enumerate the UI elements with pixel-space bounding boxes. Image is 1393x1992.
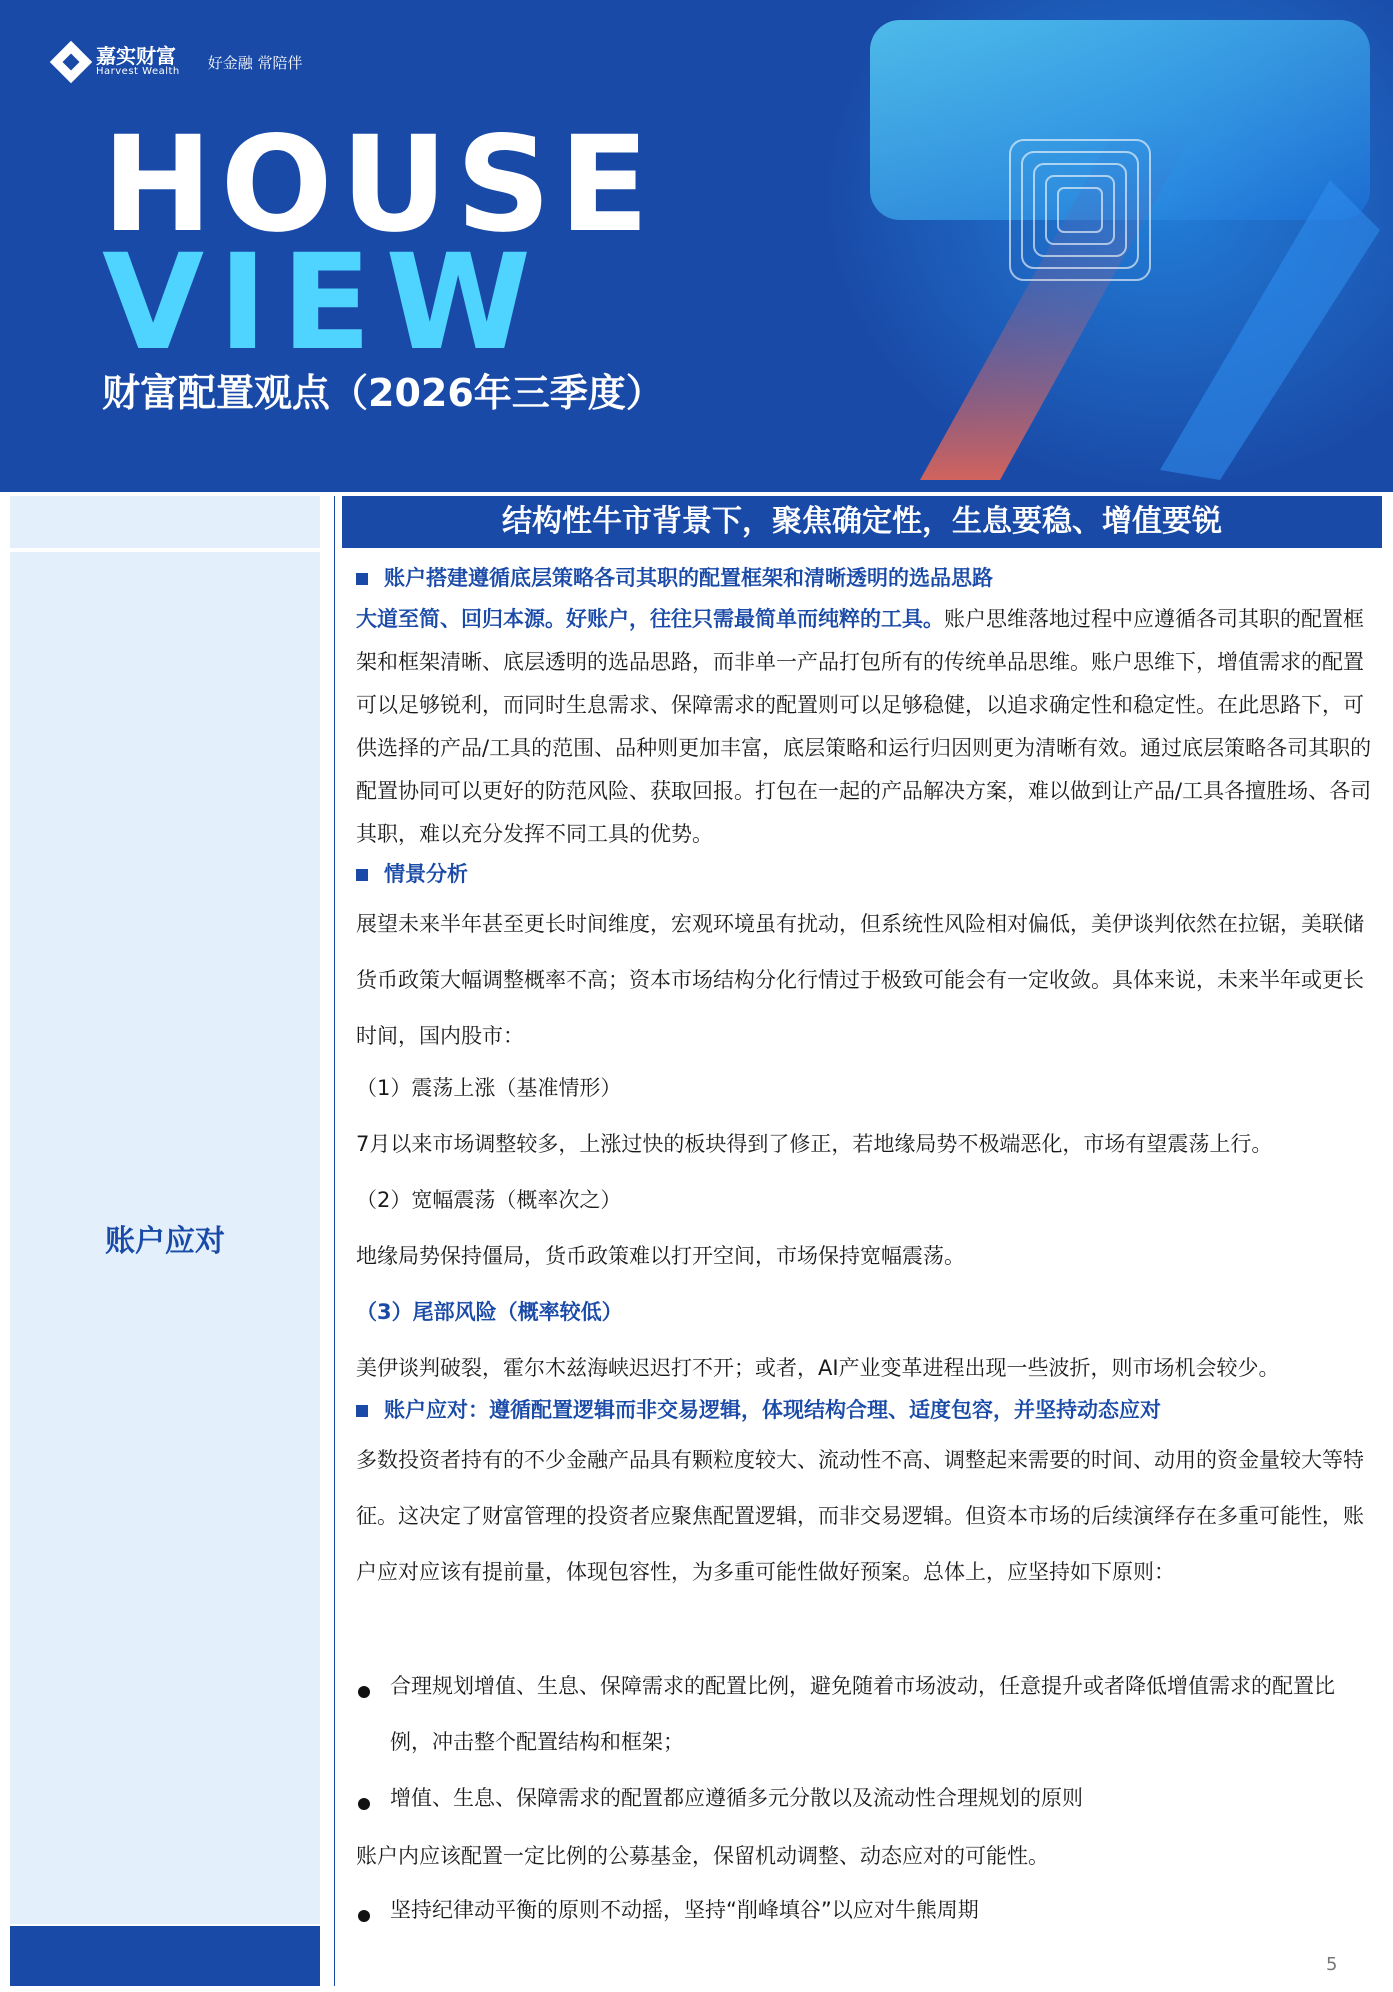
section-heading-2: 情景分析: [356, 858, 468, 888]
scenario-1-title: （1）震荡上涨（基准情形）: [356, 1076, 622, 1100]
section-heading-1: 账户搭建遵循底层策略各司其职的配置框架和清晰透明的选品思路: [356, 562, 993, 592]
left-panel-label: 账户应对: [105, 1224, 225, 1259]
bullet-dot-icon: [358, 1910, 370, 1922]
scenario-2-text: 地缘局势保持僵局，货币政策难以打开空间，市场保持宽幅震荡。: [356, 1244, 965, 1268]
logo-diamond-icon: [50, 41, 92, 83]
report-subtitle: 财富配置观点（2026年三季度）: [102, 371, 664, 415]
page-number: 5: [1326, 1954, 1338, 1975]
brand-slogan: 好金融 常陪伴: [207, 53, 303, 72]
left-panel-header: [10, 496, 320, 548]
bullet-dot-icon: [358, 1686, 370, 1698]
square-bullet-icon: [356, 573, 368, 585]
paragraph-lead: 大道至简、回归本源。好账户，往往只需最简单而纯粹的工具。: [356, 607, 944, 631]
paragraph-scenario-intro: 展望未来半年甚至更长时间维度，宏观环境虽有扰动，但系统性风险相对偏低，美伊谈判依然在拉锯，美联储货币政策大幅调整概率不高；资本市场结构分化行情过于极致可能会有一定收敛。具体来说，未来半年或更长时间，国内股市：: [356, 912, 1364, 1048]
bullet-dot-icon: [358, 1798, 370, 1810]
paragraph-framework: [356, 598, 1376, 856]
brand-logo[interactable]: [56, 46, 303, 78]
brand-name-en: Harvest Wealth: [96, 66, 180, 77]
left-panel-footer: [10, 1926, 320, 1986]
title-view: VIEW: [102, 226, 546, 380]
paragraph-account-response: 多数投资者持有的不少金融产品具有颗粒度较大、流动性不高、调整起来需要的时间、动用的资金量较大等特征。这决定了财富管理的投资者应聚焦配置逻辑，而非交易逻辑。但资本市场的后续演绎存在多重可能性，账户应对应该有提前量，体现包容性，为多重可能性做好预案。总体上，应坚持如下原则：: [356, 1448, 1364, 1584]
scenario-2-title: （2）宽幅震荡（概率次之）: [356, 1188, 622, 1212]
banner-graphic: [860, 0, 1393, 492]
header-banner: [0, 0, 1393, 492]
brand-name-cn: 嘉实财富: [96, 44, 176, 68]
section-heading-3: 账户应对：遵循配置逻辑而非交易逻辑，体现结构合理、适度包容，并坚持动态应对: [356, 1394, 1161, 1424]
paragraph-body: 账户思维落地过程中应遵循各司其职的配置框架和框架清晰、底层透明的选品思路，而非单一产品打包所有的传统单品思维。账户思维下，增值需求的配置可以足够锐利，而同时生息需求、保障需求的配置则可以足够稳健，以追求确定性和稳定性。在此思路下，可供选择的产品/工具的范围、品种则更加丰富，底层策略和运行归因则更为清晰有效。通过底层策略各司其职的配置协同可以更好的防范风险、获取回报。打包在一起的产品解决方案，难以做到让产品/工具各擅胜场、各司其职，难以充分发挥不同工具的优势。: [356, 607, 1372, 846]
section-title: 结构性牛市背景下，聚焦确定性，生息要稳、增值要锐: [342, 496, 1382, 548]
title-house: HOUSE: [102, 108, 658, 262]
scenario-1-text: 7月以来市场调整较多，上涨过快的板块得到了修正，若地缘局势不极端恶化，市场有望震荡上行。: [356, 1132, 1273, 1156]
scenario-3-text: 美伊谈判破裂，霍尔木兹海峡迟迟打不开；或者，AI产业变革进程出现一些波折，则市场机会较少。: [356, 1356, 1280, 1380]
left-panel: [10, 496, 320, 1986]
square-bullet-icon: [356, 869, 368, 881]
scenario-3-title: （3）尾部风险（概率较低）: [356, 1300, 623, 1324]
column-divider: [334, 496, 335, 1986]
bullet-2-detail: 账户内应该配置一定比例的公募基金，保留机动调整、动态应对的可能性。: [356, 1844, 1049, 1868]
square-bullet-icon: [356, 1405, 368, 1417]
